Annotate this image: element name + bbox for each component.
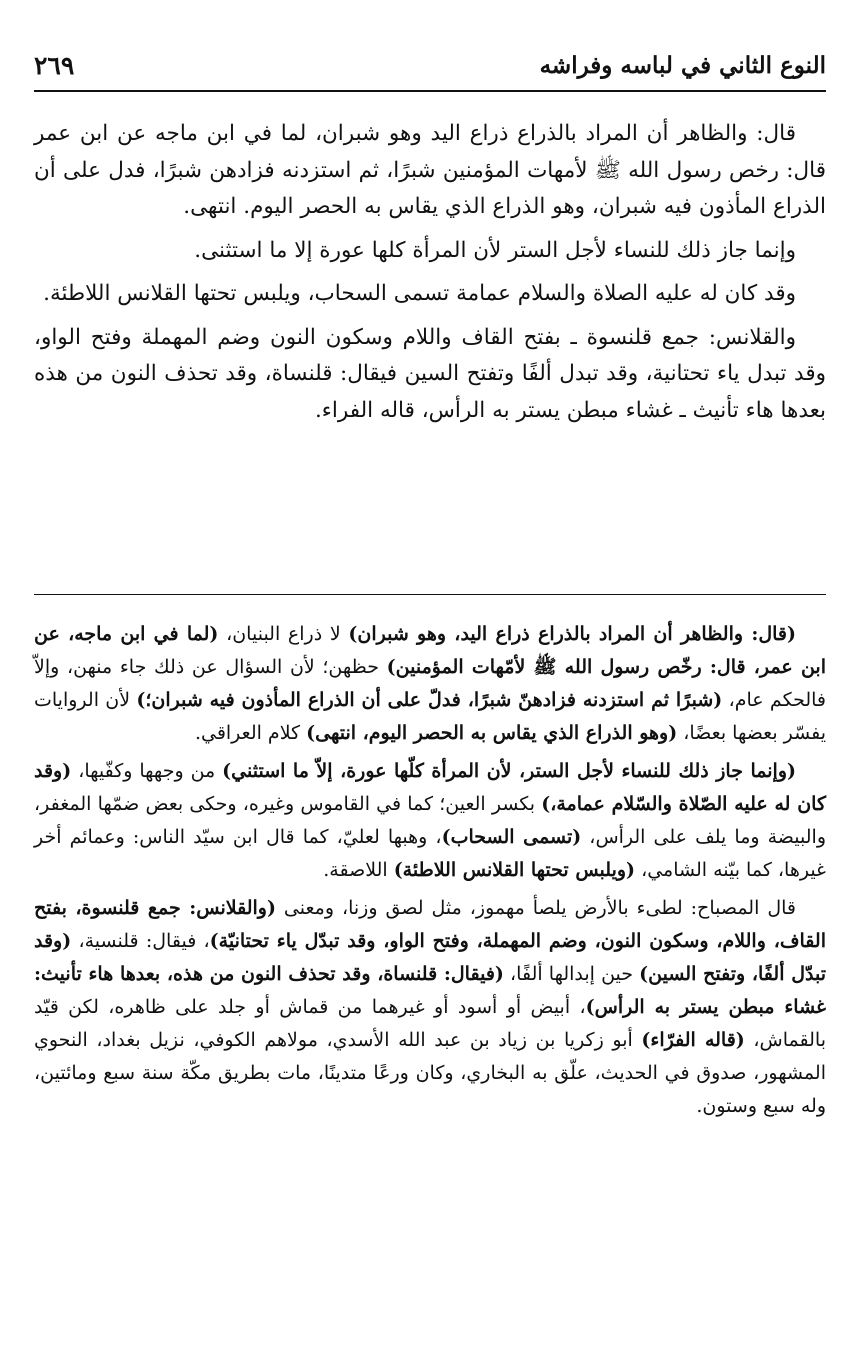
quoted-text: (وقد كان له عليه الصّلاة والسّلام عمامة،) [34,760,826,815]
main-paragraph: قال: والظاهر أن المراد بالذراع ذراع اليد وهو شبران، لما في ابن ماجه عن ابن عمر قال: رخص رسول الله ﷺ لأمهات المؤمنين شبرًا، ثم استزدنه فزادهن شبرًا، فدل على أن الذراع المأذون فيه شبران، وهو الذراع الذي يقاس به الحصر اليوم. انتهى. [34,121,826,219]
commentary-text: ، أبيض أو أسود أو غيرهما من قماش أو جلد على ظاهره، لكن قيّد بالقماش، [34,996,826,1051]
commentary-section [34,618,826,1128]
commentary-text: لأن الروايات يفسّر بعضها بعضًا، [34,689,826,744]
quoted-text: (شبرًا ثم استزدنه فزادهنّ شبرًا، فدلّ على أن الذراع المأذون فيه شبران؛) [136,689,723,711]
footnote-divider [34,594,826,595]
commentary-text: قال المصباح: لطىء بالأرض يلصأ مهموز، مثل لصق وزنا، ومعنى [275,897,796,919]
commentary-text: من وجهها وكفّيها، [71,760,223,782]
quoted-text: (وهو الذراع الذي يقاس به الحصر اليوم، انتهى) [306,722,678,744]
commentary-text: ، وهبها لعليّ، كما قال ابن سيّد الناس: وعمائم أخر غيرها، كما بيّنه الشامي، [34,826,826,881]
main-paragraph: والقلانس: جمع قلنسوة ـ بفتح القاف واللام وسكون النون وضم المهملة وفتح الواو، وقد تبدل ياء تحتانية، وقد تبدل ألفًا وتفتح السين فيقال: قلنساة، وقد تحذف النون من هذه بعدها هاء تأنيث ـ غشاء مبطن يستر به الرأس، قاله الفراء. [34,324,826,423]
commentary-text: لا ذراع البنيان، [218,623,349,645]
commentary-text: ، فيقال: قلنسية، [71,930,210,952]
commentary-paragraph [34,892,826,1123]
commentary-text: أبو زكريا بن زياد بن عبد الله الأسدي، مولاهم الكوفي، نزيل بغداد، النحوي المشهور، صدوق في الحديث، علّق به البخاري، وكان ورعًا متدينًا، مات بطريق مكّة سنة سبع ومائتين، وله سبع وستون. [34,1029,826,1117]
commentary-text: اللاصقة. [323,859,394,881]
commentary-text: حين إبدالها ألفًا، [503,963,640,985]
quoted-text: (ويلبس تحتها القلانس اللاطئة) [393,859,636,881]
commentary-text: حظهن؛ لأن السؤال عن ذلك جاء منهن، وإلاّ فالحكم عام، [34,656,826,711]
main-paragraph: وإنما جاز ذلك للنساء لأجل الستر لأن المرأة كلها عورة إلا ما استثنى. [194,237,796,263]
quoted-text: (وقد تبدّل ألفًا، وتفتح السين) [34,930,826,985]
quoted-text: (قال: والظاهر أن المراد بالذراع ذراع اليد، وهو شبران) [348,623,797,645]
commentary-text: بكسر العين؛ كما في القاموس وغيره، وحكى بعض ضمّها المغفر، والبيضة وما يلف على الرأس، [34,793,826,848]
commentary-paragraph [34,618,826,750]
quoted-text: (والقلانس: جمع قلنسوة، بفتح القاف، واللام، وسكون النون، وضم المهملة، وفتح الواو، وقد تبدّل ياء تحتانيّة) [34,897,826,952]
quoted-text: (تسمى السحاب) [441,826,582,848]
commentary-text: كلام العراقي. [194,722,307,744]
page-header [34,40,826,92]
quoted-text: (وإنما جاز ذلك للنساء لأجل الستر، لأن المرأة كلّها عورة، إلاّ ما استثني) [222,760,796,782]
running-title: النوع الثاني في لباسه وفراشه [539,51,826,79]
main-paragraph: وقد كان له عليه الصلاة والسلام عمامة تسمى السحاب، ويلبس تحتها القلانس اللاطئة. [43,281,796,306]
page-number: ٢٦٩ [34,50,75,80]
quoted-text: (فيقال: قلنساة، وقد تحذف النون من هذه، بعدها هاء تأنيث: غشاء مبطن يستر به الرأس) [34,963,826,1018]
commentary-paragraph [34,755,826,887]
main-text [34,116,826,436]
quoted-text: (قاله الفرّاء) [641,1029,745,1051]
quoted-text: (لما في ابن ماجه، عن ابن عمر، قال: رخّص رسول الله ﷺ لأمّهات المؤمنين) [34,623,826,678]
